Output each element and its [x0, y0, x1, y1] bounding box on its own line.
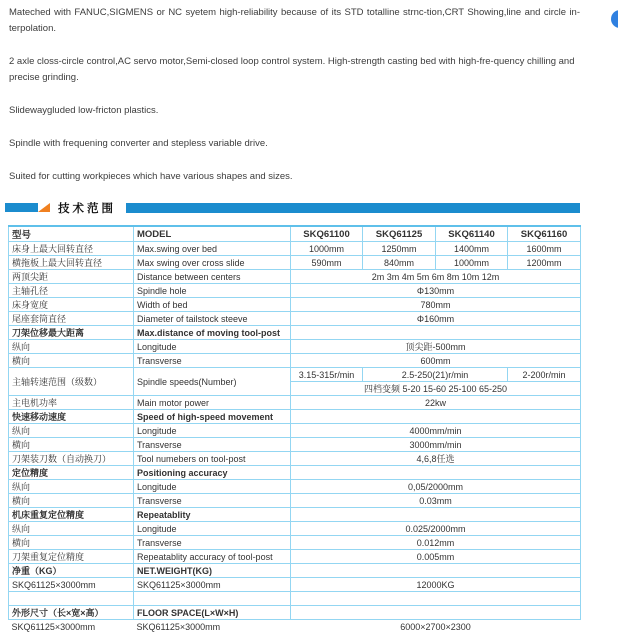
table-row: [9, 396, 581, 410]
table-row: [9, 242, 581, 256]
table-row: [9, 550, 581, 564]
table-cell: 1600mm: [508, 242, 581, 256]
table-cell: 2-200r/min: [508, 368, 581, 382]
table-cell: Max.distance of moving tool-post: [134, 326, 291, 340]
table-cell: Diameter of tailstock steeve: [134, 312, 291, 326]
table-cell: 22kw: [291, 396, 581, 410]
table-row: [9, 452, 581, 466]
table-cell: SKQ61125×3000mm: [9, 620, 134, 634]
table-cell: [291, 466, 581, 480]
table-cell: 3.15-315r/min: [291, 368, 363, 382]
table-cell: MODEL: [134, 226, 291, 242]
table-cell: 刀架重复定位精度: [9, 550, 134, 564]
table-cell: Repeatablity: [134, 508, 291, 522]
intro-paragraph-4: Spindle with frequening converter and stepless variable drive.: [9, 138, 268, 149]
table-cell: SKQ61160: [508, 226, 581, 242]
table-cell: Φ130mm: [291, 284, 581, 298]
table-cell: 外形尺寸（长×宽×高）: [9, 606, 134, 620]
table-cell: 0.025/2000mm: [291, 522, 581, 536]
table-row: [9, 226, 581, 242]
table-cell: NET.WEIGHT(KG): [134, 564, 291, 578]
table-cell: Main motor power: [134, 396, 291, 410]
table-row: [9, 494, 581, 508]
table-cell: Positioning accuracy: [134, 466, 291, 480]
table-cell: Transverse: [134, 494, 291, 508]
table-row: [9, 424, 581, 438]
section-accent-triangle-icon: [38, 203, 50, 212]
section-bar-left: [5, 203, 38, 212]
spec-table-body: [9, 226, 581, 633]
table-cell: [134, 592, 291, 606]
table-cell: [291, 592, 581, 606]
section-header: [5, 202, 580, 213]
table-cell: 横向: [9, 354, 134, 368]
table-cell: 尾座套筒直径: [9, 312, 134, 326]
table-cell: 主轴孔径: [9, 284, 134, 298]
table-cell: 1000mm: [436, 256, 508, 270]
table-cell: 0,05/2000mm: [291, 480, 581, 494]
intro-paragraph-3: Slidewaygluded low-fricton plastics.: [9, 105, 159, 116]
table-row: [9, 368, 581, 382]
table-cell: 纵向: [9, 522, 134, 536]
table-cell: 主电机功率: [9, 396, 134, 410]
table-cell: SKQ61125×3000mm: [134, 578, 291, 592]
table-cell: Max swing over cross slide: [134, 256, 291, 270]
table-row: [9, 284, 581, 298]
table-cell: Spindle hole: [134, 284, 291, 298]
spec-table: [8, 225, 581, 633]
table-cell: [291, 564, 581, 578]
table-cell: 590mm: [291, 256, 363, 270]
table-cell: 2m 3m 4m 5m 6m 8m 10m 12m: [291, 270, 581, 284]
table-row: [9, 592, 581, 606]
table-row: [9, 410, 581, 424]
table-cell: 840mm: [363, 256, 436, 270]
table-cell: 4,6,8任选: [291, 452, 581, 466]
table-row: [9, 270, 581, 284]
table-cell: 2.5-250(21)r/min: [363, 368, 508, 382]
table-cell: 0.03mm: [291, 494, 581, 508]
table-cell: 型号: [9, 226, 134, 242]
intro-text-block: [0, 0, 618, 185]
table-cell: Spindle speeds(Number): [134, 368, 291, 396]
table-cell: 四档变频 5-20 15-60 25-100 65-250: [291, 382, 581, 396]
table-row: [9, 354, 581, 368]
table-cell: Transverse: [134, 438, 291, 452]
table-row: [9, 340, 581, 354]
table-cell: SKQ61125×3000mm: [9, 578, 134, 592]
section-title: 技术范围: [58, 202, 116, 215]
table-cell: SKQ61100: [291, 226, 363, 242]
table-cell: 床身宽度: [9, 298, 134, 312]
table-cell: SKQ61140: [436, 226, 508, 242]
table-cell: Longitude: [134, 522, 291, 536]
table-cell: 刀架位移最大距离: [9, 326, 134, 340]
table-cell: 机床重复定位精度: [9, 508, 134, 522]
table-cell: 净重（KG）: [9, 564, 134, 578]
table-cell: 1200mm: [508, 256, 581, 270]
table-cell: 横向: [9, 438, 134, 452]
table-cell: 纵向: [9, 424, 134, 438]
table-cell: 顶尖距-500mm: [291, 340, 581, 354]
table-cell: Speed of high-speed movement: [134, 410, 291, 424]
table-cell: FLOOR SPACE(L×W×H): [134, 606, 291, 620]
table-cell: 主轴转速范围（级数）: [9, 368, 134, 396]
table-cell: 0.012mm: [291, 536, 581, 550]
table-cell: 横向: [9, 536, 134, 550]
table-cell: Transverse: [134, 536, 291, 550]
table-cell: 4000mm/min: [291, 424, 581, 438]
table-cell: 定位精度: [9, 466, 134, 480]
table-cell: 12000KG: [291, 578, 581, 592]
table-row: [9, 326, 581, 340]
table-cell: [291, 410, 581, 424]
intro-paragraph-2: 2 axle closs-circle control,AC servo motor,Semi-closed loop control system. High-strength casting bed with high-fre-quency chilling and precise grinding.: [9, 56, 575, 83]
table-cell: 780mm: [291, 298, 581, 312]
table-cell: 3000mm/min: [291, 438, 581, 452]
table-cell: 600mm: [291, 354, 581, 368]
table-row: [9, 606, 581, 620]
intro-paragraph-5: Suited for cutting workpieces which have various shapes and sizes.: [9, 171, 293, 182]
table-cell: SKQ61125: [363, 226, 436, 242]
table-cell: 1000mm: [291, 242, 363, 256]
table-cell: Repeatablity accuracy of tool-post: [134, 550, 291, 564]
table-cell: 床身上最大回转直径: [9, 242, 134, 256]
intro-paragraph-1: Mateched with FANUC,SIGMENS or NC syetem high-reliability because of its STD totalline strnc-tion,CRT Showing,line and circle in-terpolation.: [9, 7, 580, 34]
table-cell: [291, 606, 581, 620]
table-cell: 1400mm: [436, 242, 508, 256]
table-cell: Longitude: [134, 424, 291, 438]
table-row: [9, 312, 581, 326]
table-cell: Longitude: [134, 480, 291, 494]
table-cell: 横向: [9, 494, 134, 508]
table-row: [9, 438, 581, 452]
table-cell: Width of bed: [134, 298, 291, 312]
table-cell: 快速移动速度: [9, 410, 134, 424]
table-cell: 6000×2700×2300: [291, 620, 581, 634]
table-cell: Transverse: [134, 354, 291, 368]
table-row: [9, 522, 581, 536]
table-row: [9, 620, 581, 634]
table-row: [9, 256, 581, 270]
table-cell: [291, 326, 581, 340]
table-cell: 两顶尖距: [9, 270, 134, 284]
table-row: [9, 480, 581, 494]
section-bar-right: [126, 203, 580, 213]
table-cell: 横拖板上最大回转直径: [9, 256, 134, 270]
table-cell: 1250mm: [363, 242, 436, 256]
table-cell: [291, 508, 581, 522]
table-cell: SKQ61125×3000mm: [134, 620, 291, 634]
table-cell: 纵向: [9, 340, 134, 354]
table-cell: Longitude: [134, 340, 291, 354]
table-row: [9, 298, 581, 312]
table-cell: [9, 592, 134, 606]
table-cell: 0.005mm: [291, 550, 581, 564]
table-cell: 纵向: [9, 480, 134, 494]
table-row: [9, 564, 581, 578]
table-row: [9, 536, 581, 550]
table-cell: 刀架装刀数（自动换刀）: [9, 452, 134, 466]
table-cell: Distance between centers: [134, 270, 291, 284]
table-row: [9, 508, 581, 522]
table-row: [9, 466, 581, 480]
table-cell: Φ160mm: [291, 312, 581, 326]
table-cell: Tool numebers on tool-post: [134, 452, 291, 466]
table-row: [9, 578, 581, 592]
table-cell: Max.swing over bed: [134, 242, 291, 256]
